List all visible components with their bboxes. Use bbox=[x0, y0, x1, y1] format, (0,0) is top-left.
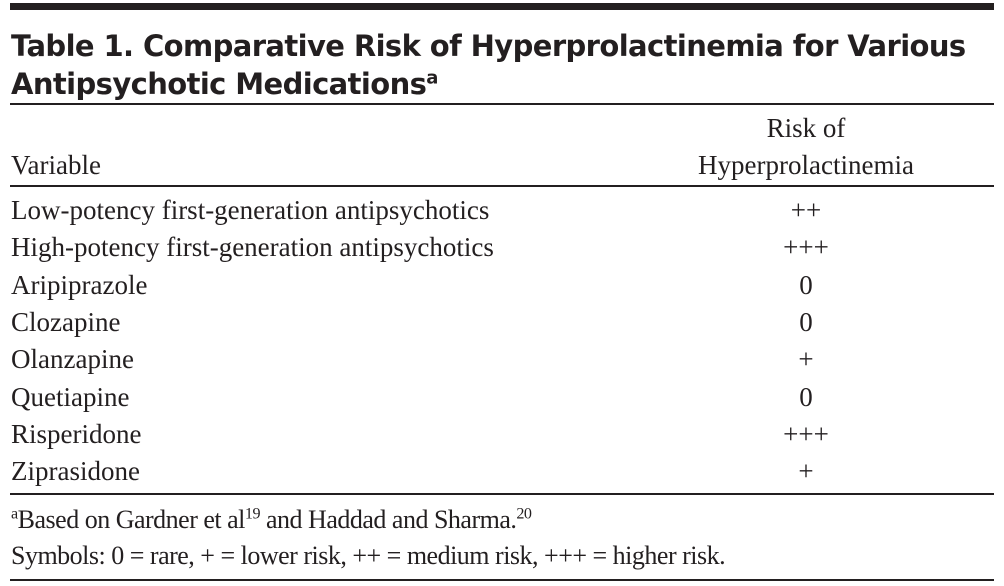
row-risk: +++ bbox=[783, 232, 829, 263]
row-variable: Aripiprazole bbox=[11, 269, 148, 300]
row-variable: Olanzapine bbox=[11, 344, 134, 375]
footnote-symbols: Symbols: 0 = rare, + = lower risk, ++ = medium risk, +++ = higher risk. bbox=[11, 541, 726, 570]
row-variable: Risperidone bbox=[11, 418, 142, 449]
row-risk: ++ bbox=[790, 195, 822, 225]
row-variable: Quetiapine bbox=[11, 381, 130, 412]
column-header-variable: Variable bbox=[11, 150, 101, 180]
table-title bbox=[11, 28, 966, 64]
footnote-source: $^a$Based on Gardner et $al^{19}$ and Haddad and Sharma.$^{20}$ bbox=[11, 505, 532, 534]
row-risk: 0 bbox=[799, 269, 813, 300]
title-footnote-marker: a bbox=[426, 67, 438, 89]
row-variable: High-potency first-generation antipsychotics bbox=[11, 232, 494, 263]
row-risk: 0 bbox=[799, 381, 813, 412]
row-risk: +++ bbox=[783, 418, 829, 449]
final-rule bbox=[10, 579, 994, 581]
body-bottom-rule bbox=[10, 493, 994, 495]
column-header-risk-line-1: Risk of bbox=[766, 113, 846, 143]
header-rule bbox=[10, 185, 994, 187]
column-header-risk-line-2: Hyperprolactinemia bbox=[698, 150, 914, 180]
title-line-1: Table 1. Comparative Risk of Hyperprolactinemia for Various bbox=[11, 29, 966, 63]
top-thick-rule bbox=[10, 3, 994, 10]
row-variable: Clozapine bbox=[11, 306, 121, 337]
title-rule bbox=[10, 103, 994, 105]
row-risk: 0 bbox=[799, 306, 813, 337]
row-variable: Low-potency first-generation antipsychotics bbox=[11, 195, 490, 225]
row-variable: Ziprasidone bbox=[11, 456, 140, 487]
row-risk: + bbox=[798, 344, 814, 375]
table-title-line-2: Antipsychotic Medications$^a$ bbox=[11, 67, 438, 101]
row-risk: + bbox=[798, 456, 814, 487]
